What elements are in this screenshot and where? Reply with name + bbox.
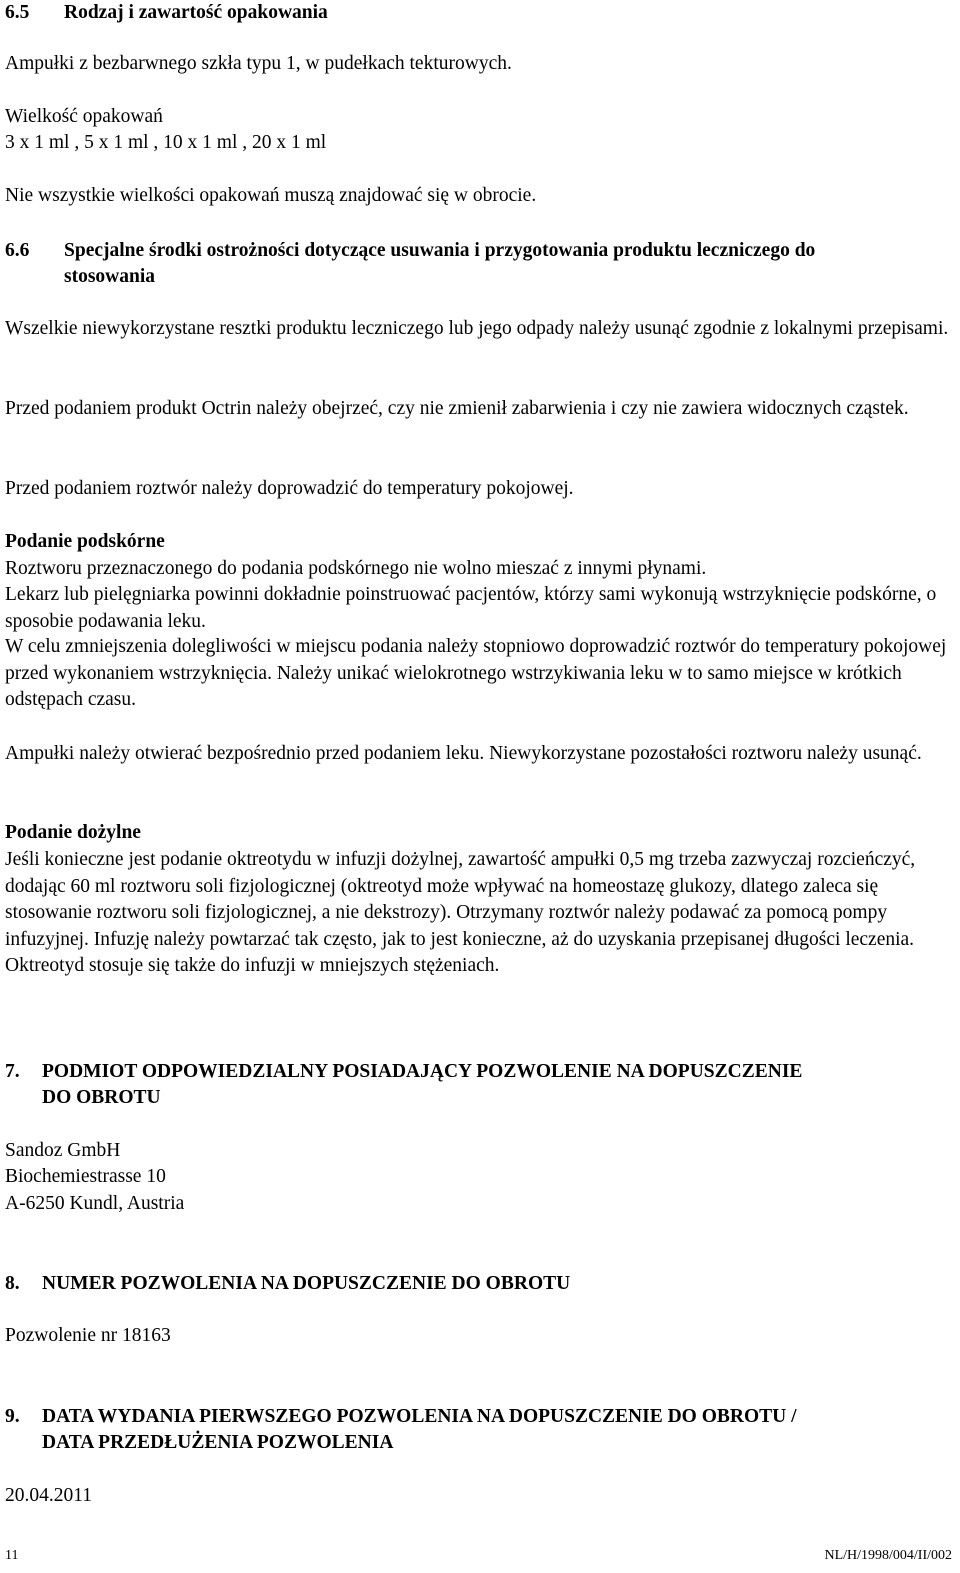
package-sizes-label: Wielkość opakowań (5, 106, 163, 127)
section-6-6-paragraph-1: Wszelkie niewykorzystane resztki produktu leczniczego lub jego odpady należy usunąć zgodnie z lokalnymi przepisami. (5, 318, 949, 339)
section-6-6-paragraph-3: Przed podaniem roztwór należy doprowadzić do temperatury pokojowej. (5, 478, 574, 499)
section-7-title-line-2: DO OBROTU (42, 1087, 161, 1108)
company-street: Biochemiestrasse 10 (5, 1166, 166, 1187)
intravenous-paragraph: Jeśli konieczne jest podanie oktreotydu w infuzji dożylnej, zawartość ampułki 0,5 mg trzeba zazwyczaj rozcieńczyć, dodając 60 ml roztworu soli fizjologicznej (oktreotyd może wpływać na homeostazę glukozy, dlatego zaleca się stosowanie roztworu soli fizjologicznej, a nie dekstrozy). Otrzymany roztwór należy podawać za pomocą pompy infuzyjnej. Infuzję należy powtarzać tak często, jak to jest konieczne, aż do uzyskania przepisanej długości leczenia. Oktreotyd stosuje się także do infuzji w mniejszych stężeniach. (5, 849, 916, 976)
section-9-title-line-2: DATA PRZEDŁUŻENIA POZWOLENIA (42, 1432, 394, 1453)
section-6-5-number: 6.5 (5, 2, 30, 23)
page-number: 11 (5, 1548, 19, 1563)
company-name: Sandoz GmbH (5, 1140, 121, 1161)
authorization-number: Pozwolenie nr 18163 (5, 1325, 171, 1346)
company-city: A-6250 Kundl, Austria (5, 1193, 185, 1214)
subcutaneous-paragraph-2: Lekarz lub pielęgniarka powinni dokładnie poinstruować pacjentów, którzy sami wykonują wstrzyknięcie podskórne, o sposobie podawania leku. (5, 584, 937, 632)
intravenous-heading: Podanie dożylne (5, 822, 141, 843)
subcutaneous-heading: Podanie podskórne (5, 531, 165, 552)
section-6-6-paragraph-2: Przed podaniem produkt Octrin należy obejrzeć, czy nie zmienił zabarwienia i czy nie zawiera widocznych cząstek. (5, 398, 909, 419)
ampoule-paragraph: Ampułki należy otwierać bezpośrednio przed podaniem leku. Niewykorzystane pozostałości roztworu należy usunąć. (5, 743, 922, 764)
document-code: NL/H/1998/004/II/002 (824, 1548, 952, 1563)
section-8-number: 8. (5, 1273, 20, 1294)
section-6-6-title-line-2: stosowania (64, 266, 156, 287)
section-9-title-line-1: DATA WYDANIA PIERWSZEGO POZWOLENIA NA DOPUSZCZENIE DO OBROTU / (42, 1406, 797, 1427)
section-6-5-paragraph-1: Ampułki z bezbarwnego szkła typu 1, w pudełkach tekturowych. (5, 53, 512, 74)
subcutaneous-paragraph-1: Roztworu przeznaczonego do podania podskórnego nie wolno mieszać z innymi płynami. (5, 558, 707, 579)
section-7-title-line-1: PODMIOT ODPOWIEDZIALNY POSIADAJĄCY POZWOLENIE NA DOPUSZCZENIE (42, 1061, 803, 1082)
section-6-6-number: 6.6 (5, 240, 30, 261)
package-sizes: 3 x 1 ml , 5 x 1 ml , 10 x 1 ml , 20 x 1 ml (5, 132, 327, 153)
section-6-5-paragraph-2: Nie wszystkie wielkości opakowań muszą znajdować się w obrocie. (5, 185, 537, 206)
section-9-number: 9. (5, 1406, 20, 1427)
section-6-5-title: Rodzaj i zawartość opakowania (64, 2, 328, 23)
section-6-6-title-line-1: Specjalne środki ostrożności dotyczące usuwania i przygotowania produktu leczniczego do (64, 240, 816, 261)
section-8-title: NUMER POZWOLENIA NA DOPUSZCZENIE DO OBROTU (42, 1273, 571, 1294)
subcutaneous-paragraph-3: W celu zmniejszenia dolegliwości w miejscu podania należy stopniowo doprowadzić roztwór do temperatury pokojowej przed wykonaniem wstrzyknięcia. Należy unikać wielokrotnego wstrzykiwania leku w to samo miejsce w krótkich odstępach czasu. (5, 636, 947, 710)
authorization-date: 20.04.2011 (5, 1485, 93, 1506)
section-7-number: 7. (5, 1061, 20, 1082)
